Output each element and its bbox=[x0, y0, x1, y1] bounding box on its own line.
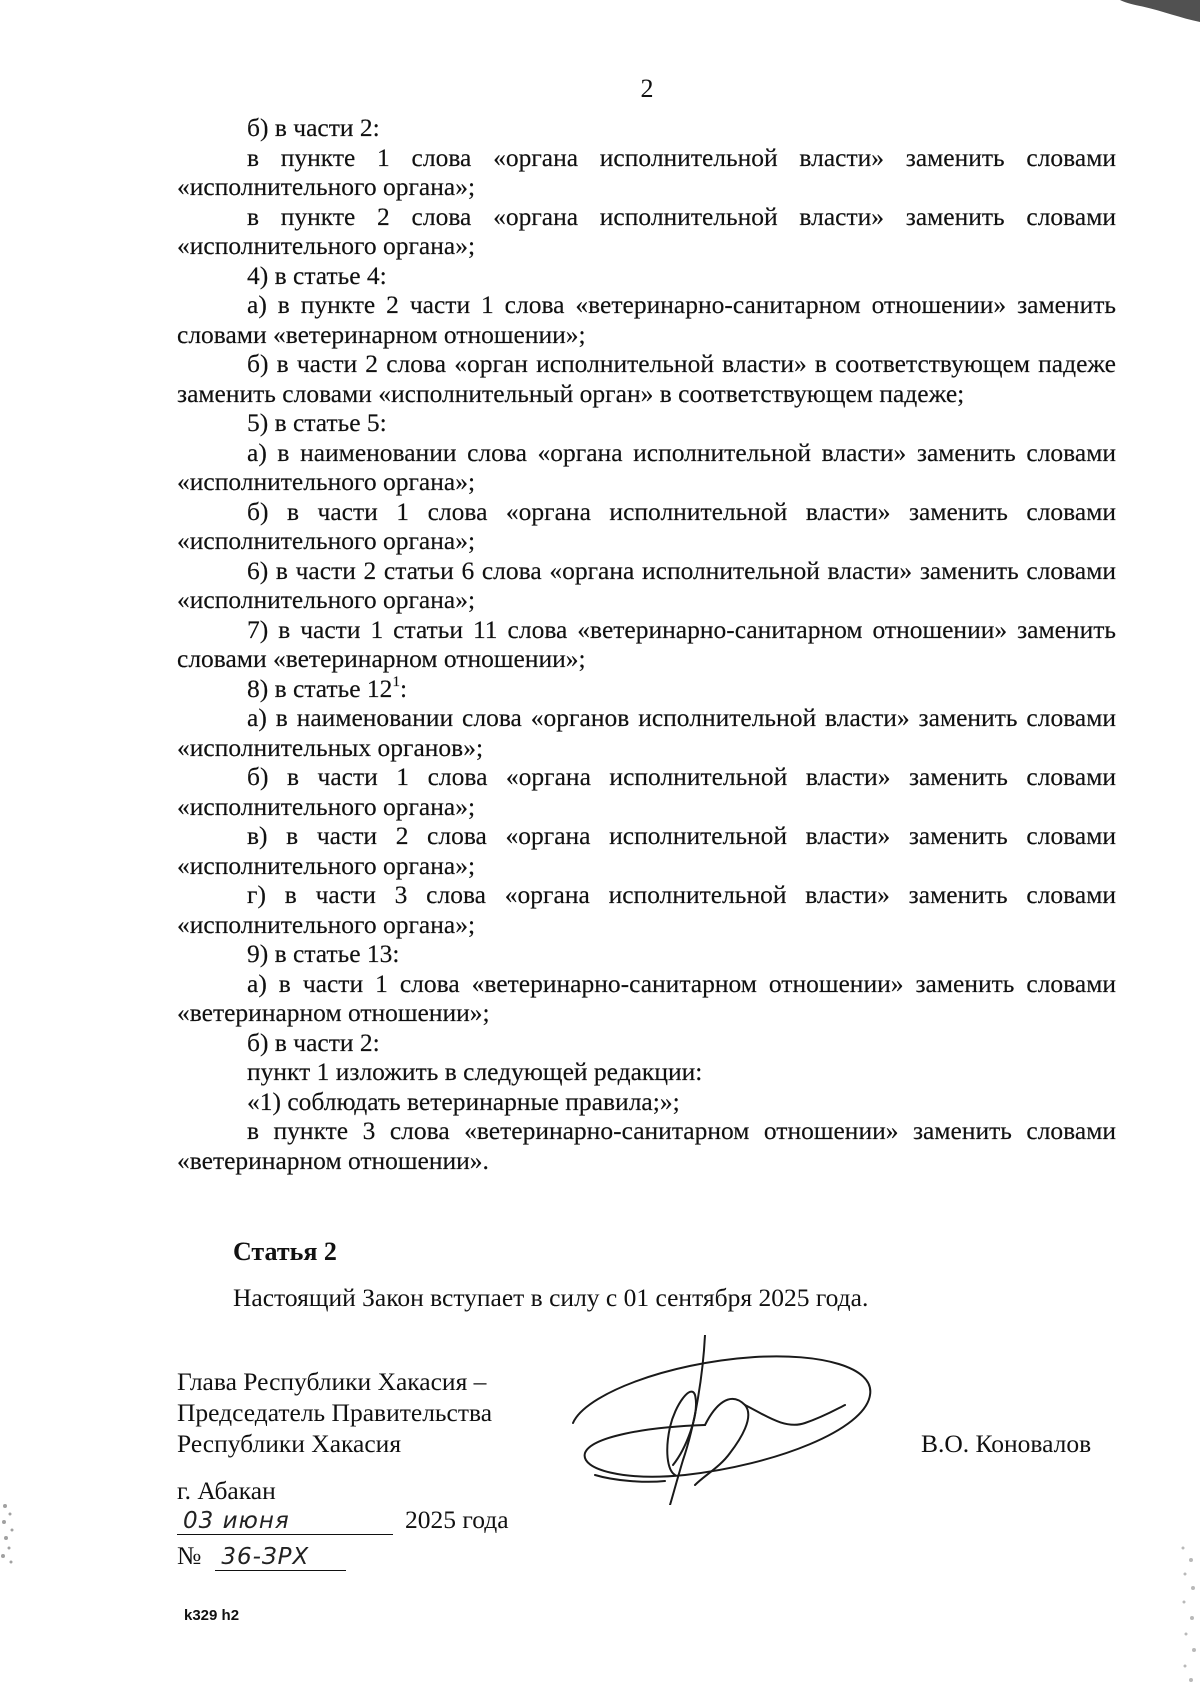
signer-position-line: Республики Хакасия bbox=[177, 1429, 402, 1458]
paragraph: в пункте 2 слова «органа исполнительной власти» заменить словами «исполнительного органа»; bbox=[177, 201, 1116, 260]
article-2-title: Статья 2 bbox=[233, 1237, 337, 1266]
signer-name: В.О. Коновалов bbox=[921, 1429, 1092, 1458]
paragraph: 6) в части 2 статьи 6 слова «органа исполнительной власти» заменить словами «исполнительного органа»; bbox=[177, 555, 1116, 614]
colon: : bbox=[399, 673, 408, 703]
paragraph: 5) в статье 5: bbox=[247, 408, 387, 437]
number-sign: № bbox=[177, 1541, 202, 1570]
amendments-body bbox=[177, 113, 1116, 1175]
signer-position-line: Председатель Правительства bbox=[177, 1398, 493, 1427]
paragraph: г) в части 3 слова «органа исполнительной власти» заменить словами «исполнительного органа»; bbox=[177, 880, 1116, 939]
paragraph: а) в наименовании слова «органа исполнительной власти» заменить словами «исполнительного органа»; bbox=[177, 437, 1116, 496]
paragraph: б) в части 2: bbox=[247, 1027, 380, 1057]
law-number-line bbox=[177, 1541, 346, 1571]
handwritten-date: 03 июня bbox=[177, 1508, 393, 1535]
paragraph: «1) соблюдать ветеринарные правила;»; bbox=[247, 1086, 680, 1116]
scan-artifact-top bbox=[1120, 0, 1200, 30]
paragraph: 9) в статье 13: bbox=[247, 939, 400, 968]
paragraph: в пункте 3 слова «ветеринарно-санитарном отношении» заменить словами «ветеринарном отношении». bbox=[177, 1116, 1116, 1175]
paragraph-text: 8) в статье 12 bbox=[247, 673, 393, 703]
paragraph: в) в части 2 слова «органа исполнительной власти» заменить словами «исполнительного органа»; bbox=[177, 821, 1116, 880]
signer-position bbox=[177, 1366, 492, 1459]
signer-position-line: Глава Республики Хакасия – bbox=[177, 1367, 487, 1396]
date-year: 2025 года bbox=[405, 1505, 509, 1534]
paragraph: в пункте 1 слова «органа исполнительной власти» заменить словами «исполнительного органа»; bbox=[177, 142, 1116, 201]
paragraph: а) в наименовании слова «органов исполнительной власти» заменить словами «исполнительных органов»; bbox=[177, 703, 1116, 762]
superscript: 1 bbox=[392, 674, 400, 690]
paragraph: 4) в статье 4: bbox=[247, 260, 387, 290]
paragraph: а) в части 1 слова «ветеринарно-санитарном отношении» заменить словами «ветеринарном отношении»; bbox=[177, 968, 1116, 1027]
paragraph: а) в пункте 2 части 1 слова «ветеринарно-санитарном отношении» заменить словами «ветеринарном отношении»; bbox=[177, 290, 1116, 349]
scan-artifact-left bbox=[0, 1500, 22, 1570]
paragraph: пункт 1 изложить в следующей редакции: bbox=[247, 1057, 703, 1086]
handwritten-signature bbox=[555, 1335, 885, 1505]
paragraph: б) в части 2 слова «орган исполнительной власти» в соответствующем падеже заменить словами «исполнительный орган» в соответствующем падеже; bbox=[177, 349, 1116, 408]
place-of-signing: г. Абакан bbox=[177, 1476, 276, 1505]
paragraph: б) в части 2: bbox=[247, 113, 380, 142]
page-number: 2 bbox=[640, 74, 654, 103]
date-line bbox=[177, 1505, 509, 1535]
paragraph: 7) в части 1 статьи 11 слова «ветеринарно-санитарном отношении» заменить словами «ветеринарном отношении»; bbox=[177, 614, 1116, 673]
paragraph: б) в части 1 слова «органа исполнительной власти» заменить словами «исполнительного органа»; bbox=[177, 762, 1116, 821]
paragraph-article-12 bbox=[177, 674, 1116, 704]
handwritten-law-number: 36-ЗРХ bbox=[215, 1544, 346, 1571]
paragraph: б) в части 1 слова «органа исполнительной власти» заменить словами «исполнительного органа»; bbox=[177, 496, 1116, 555]
document-code: k329 h2 bbox=[184, 1607, 240, 1624]
scan-artifact-right bbox=[1175, 1540, 1200, 1686]
article-2-text: Настоящий Закон вступает в силу с 01 сентября 2025 года. bbox=[233, 1283, 869, 1312]
